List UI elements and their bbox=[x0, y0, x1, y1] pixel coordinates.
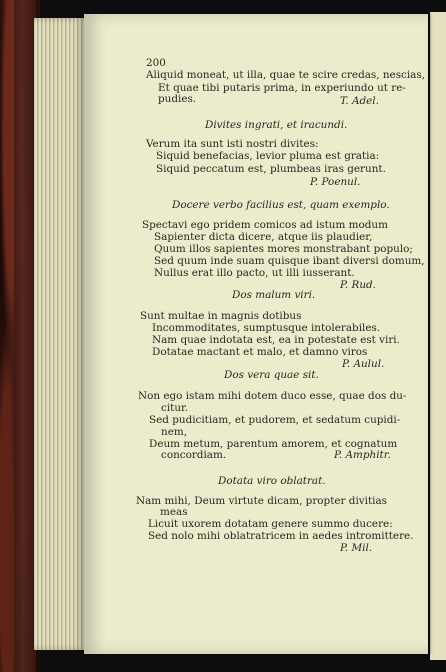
verse-line: Verum ita sunt isti nostri divites: bbox=[146, 138, 319, 150]
verse-line: Sed nolo mihi oblatratricem in aedes intromittere. bbox=[148, 530, 414, 542]
page-edges bbox=[34, 18, 86, 650]
source-citation: P. Aulul. bbox=[342, 358, 385, 370]
book-spine bbox=[14, 0, 36, 672]
section-heading: Dos malum viri. bbox=[232, 289, 316, 301]
verse-line: Incommoditates, sumptusque intolerabiles. bbox=[152, 322, 381, 334]
verse-line: Aliquid moneat, ut illa, quae te scire credas, nescias, bbox=[146, 69, 426, 81]
section-heading: Divites ingrati, et iracundi. bbox=[205, 119, 348, 131]
verse-line: meas bbox=[160, 506, 188, 518]
facing-page-edge bbox=[430, 12, 446, 660]
verse-line: Siquid benefacias, levior pluma est gratia: bbox=[156, 150, 380, 162]
verse-line: Et quae tibi putaris prima, in experiundo ut re- bbox=[158, 82, 406, 94]
verse-line: Sed pudicitiam, et pudorem, et sedatum cupidi- bbox=[149, 414, 401, 426]
verse-line: Nam mihi, Deum virtute dicam, propter divitias bbox=[136, 495, 387, 507]
verse-line: Sed quum inde suam quisque ibant diversi domum, bbox=[154, 255, 425, 267]
verse-line: nem, bbox=[161, 426, 187, 438]
source-citation: P. Poenul. bbox=[310, 176, 361, 188]
verse-line: concordiam. bbox=[161, 449, 227, 461]
verse-line: Non ego istam mihi dotem duco esse, quae dos du- bbox=[138, 390, 407, 402]
verse-line: Deum metum, parentum amorem, et cognatum bbox=[149, 438, 398, 450]
section-heading: Docere verbo facilius est, quam exemplo. bbox=[172, 199, 390, 211]
source-citation: T. Adel. bbox=[340, 95, 379, 107]
verse-line: Dotatae mactant et malo, et damno viros bbox=[152, 346, 368, 358]
verse-line: Sunt multae in magnis dotibus bbox=[140, 310, 302, 322]
section-heading: Dotata viro oblatrat. bbox=[218, 475, 326, 487]
page-number: 200 bbox=[146, 57, 166, 69]
verse-line: Nullus erat illo pacto, ut illi iusserant. bbox=[154, 267, 355, 279]
verse-line: Spectavi ego pridem comicos ad istum modum bbox=[142, 219, 388, 231]
source-citation: P. Mil. bbox=[340, 542, 373, 554]
verse-line: pudies. bbox=[158, 93, 197, 105]
verse-line: Sapienter dicta dicere, atque iis plaudier, bbox=[154, 231, 373, 243]
source-citation: P. Amphitr. bbox=[334, 449, 391, 461]
verse-line: Licuit uxorem dotatam genere summo ducere: bbox=[148, 518, 393, 530]
section-heading: Dos vera quae sit. bbox=[224, 369, 319, 381]
verse-line: Quum illos sapientes mores monstrabant populo; bbox=[154, 243, 413, 255]
source-citation: P. Rud. bbox=[340, 279, 376, 291]
verse-line: citur. bbox=[161, 402, 189, 414]
verse-line: Siquid peccatum est, plumbeas iras gerunt. bbox=[156, 163, 386, 175]
verse-line: Nam quae indotata est, ea in potestate est viri. bbox=[152, 334, 400, 346]
